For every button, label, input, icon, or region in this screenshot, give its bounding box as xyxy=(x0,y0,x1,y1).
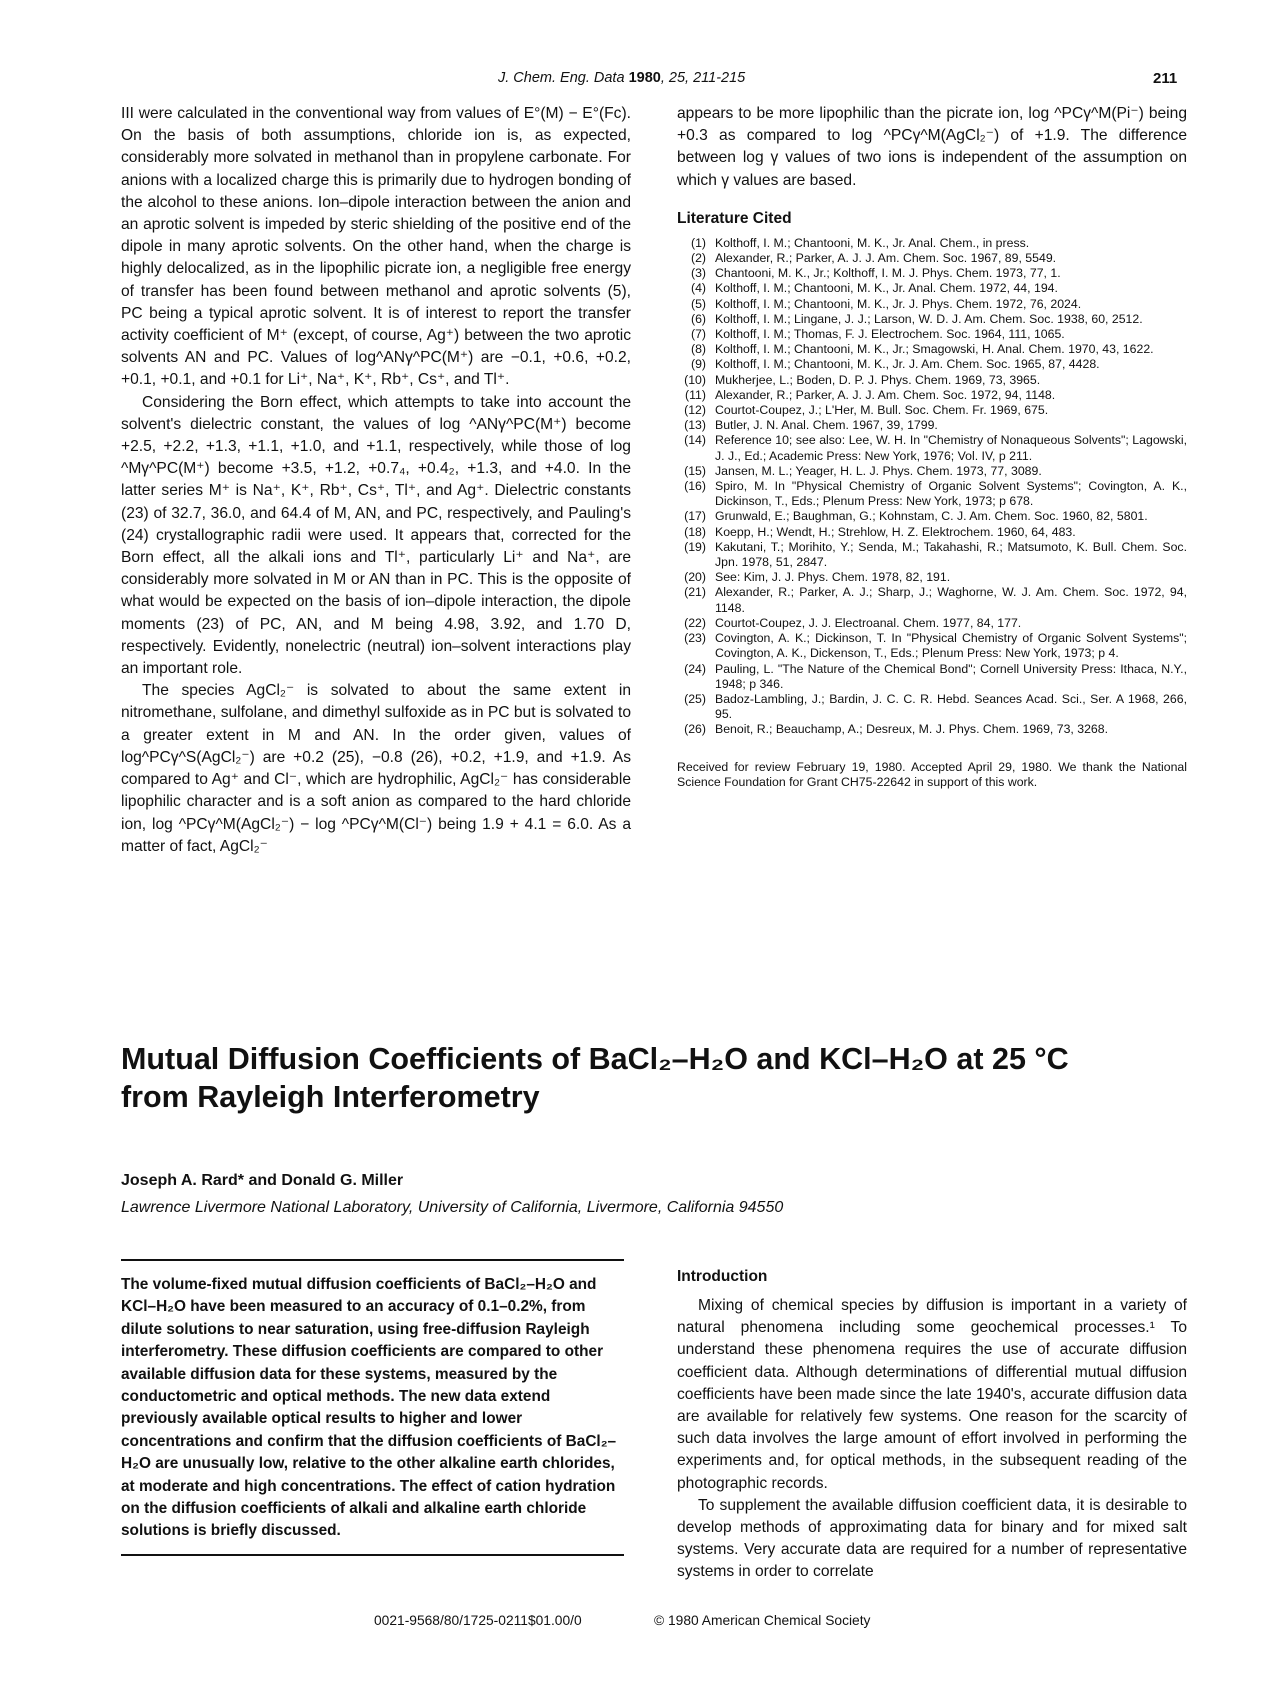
reference-item xyxy=(677,662,1187,692)
reference-number: (10) xyxy=(684,372,706,387)
reference-text: Kolthoff, I. M.; Chantooni, M. K., Jr. J. Phys. Chem. 1972, 76, 2024. xyxy=(715,296,1082,311)
journal-reference: J. Chem. Eng. Data 1980, 25, 211-215 xyxy=(498,70,746,86)
reference-item xyxy=(677,433,1187,463)
reference-item xyxy=(677,540,1187,570)
left-paragraph-2: Considering the Born effect, which attempts to take into account the solvent's dielectric constant, the values of log ^ANγ^PC(M⁺) become +2.5, +2.2, +1.3, +1.1, +1.0, and +1.1, respectively, while those of log ^Mγ^PC(M⁺) become +3.5, +1.2, +0.7₄, +0.4₂, +1.3, and +4.0. In the latter series M⁺ is Na⁺, K⁺, Rb⁺, Cs⁺, Tl⁺, and Ag⁺. Dielectric constants (23) of 32.7, 36.0, and 64.4 of M, AN, and PC, respectively, and Pauling's (24) crystallographic radii were used. It appears that, corrected for the Born effect, all the alkali ions and Tl⁺, particularly Li⁺ and Na⁺, are considerably more solvated in M or AN than in PC. This is the opposite of what would be expected on the basis of ion–dipole interaction, the dipole moments (23) of PC, AN, and M being 4.98, 3.92, and 1.70 D, respectively. Evidently, nonelectric (neutral) ion–solvent interactions play an important role. xyxy=(121,393,631,678)
journal-pages: 211-215 xyxy=(693,70,746,86)
page-number: 211 xyxy=(1153,70,1178,87)
copyright-notice: © 1980 American Chemical Society xyxy=(654,1613,871,1628)
reference-text: Kolthoff, I. M.; Thomas, F. J. Electrochem. Soc. 1964, 111, 1065. xyxy=(715,327,1065,342)
reference-text: Kolthoff, I. M.; Chantooni, M. K., Jr.; Smagowski, H. Anal. Chem. 1970, 43, 1622. xyxy=(715,342,1154,357)
reference-number: (9) xyxy=(690,357,706,372)
reference-item xyxy=(677,251,1187,266)
reference-text: Courtot-Coupez, J. J. Electroanal. Chem. 1977, 84, 177. xyxy=(715,615,1022,630)
reference-item xyxy=(677,570,1187,585)
reference-number: (6) xyxy=(690,311,706,326)
reference-item xyxy=(677,585,1187,615)
abstract-box xyxy=(121,1259,624,1556)
reference-number: (22) xyxy=(684,615,706,630)
reference-number: (1) xyxy=(690,235,706,250)
journal-volume: 25 xyxy=(668,70,686,86)
reference-number: (2) xyxy=(690,251,706,266)
reference-item xyxy=(677,236,1187,251)
reference-number: (7) xyxy=(690,327,706,342)
journal-year: 1980 xyxy=(628,70,661,86)
reference-item xyxy=(677,722,1187,737)
journal-name: J. Chem. Eng. Data xyxy=(498,70,625,86)
right-paragraph-1: appears to be more lipophilic than the picrate ion, log ^PCγ^M(Pi⁻) being +0.3 as compared to log ^PCγ^M(AgCl₂⁻) of +1.9. The difference between log γ values of two ions is independent of the assumption on which γ values are based. xyxy=(677,105,1187,189)
reference-number: (4) xyxy=(690,281,706,296)
reference-text: Reference 10; see also: Lee, W. H. In "Chemistry of Nonaqueous Solvents"; Lagowski, J. J., Ed.; Academic Press: New York, 1976; Vol. IV, p 211. xyxy=(715,433,1187,463)
reference-number: (14) xyxy=(684,433,706,448)
reference-number: (24) xyxy=(684,661,706,676)
reference-text: Kolthoff, I. M.; Chantooni, M. K., Jr. Anal. Chem., in press. xyxy=(715,235,1030,250)
reference-text: Courtot-Coupez, J.; L'Her, M. Bull. Soc. Chem. Fr. 1969, 675. xyxy=(715,403,1049,418)
reference-item xyxy=(677,312,1187,327)
right-column-top xyxy=(677,103,1187,790)
reference-number: (25) xyxy=(684,691,706,706)
abstract-text: The volume-fixed mutual diffusion coefficients of BaCl₂–H₂O and KCl–H₂O have been measured to an accuracy of 0.1–0.2%, from dilute solutions to near saturation, using free-diffusion Rayleigh interferometry. These diffusion coefficients are compared to other available diffusion data for these systems, measured by the conductometric and optical methods. The new data extend previously available optical results to higher and lower concentrations and confirm that the diffusion coefficients of BaCl₂–H₂O are unusually low, relative to the other alkaline earth chlorides, at moderate and high concentrations. The effect of cation hydration on the diffusion coefficients of alkali and alkaline earth chloride solutions is briefly discussed. xyxy=(121,1276,617,1540)
reference-text: Grunwald, E.; Baughman, G.; Kohnstam, C. J. Am. Chem. Soc. 1960, 82, 5801. xyxy=(715,509,1148,524)
left-paragraph-1: III were calculated in the conventional way from values of E°(M) − E°(Fc). On the basis of both assumptions, chloride ion is, as expected, considerably more solvated in methanol than in propylene carbonate. For anions with a localized charge this is primarily due to hydrogen bonding of the alcohol to these anions. Ion–dipole interaction between the anion and an aprotic solvent is impeded by steric shielding of the positive end of the dipole in many aprotic solvents. On the other hand, when the charge is highly delocalized, as in the lipophilic picrate ion, a negligible free energy of transfer has been found between methanol and aprotic solvents (5), PC being a typical aprotic solvent. It is of interest to report the transfer activity coefficient of M⁺ (except, of course, Ag⁺) between the two aprotic solvents AN and PC. Values of log^ANγ^PC(M⁺) are −0.1, +0.6, +0.2, +0.1, +0.1, and +0.1 for Li⁺, Na⁺, K⁺, Rb⁺, Cs⁺, and Tl⁺. xyxy=(121,105,631,389)
reference-item xyxy=(677,631,1187,661)
reference-text: Kakutani, T.; Morihito, Y.; Senda, M.; Takahashi, R.; Matsumoto, K. Bull. Chem. Soc. Jpn. 1978, 51, 2847. xyxy=(715,539,1187,570)
reference-text: Alexander, R.; Parker, A. J.; Sharp, J.; Waghorne, W. J. Am. Chem. Soc. 1972, 94, 1148. xyxy=(715,585,1187,615)
reference-number: (19) xyxy=(684,539,706,554)
literature-cited-heading: Literature Cited xyxy=(677,209,792,227)
reference-text: Badoz-Lambling, J.; Bardin, J. C. C. R. Hebd. Seances Acad. Sci., Ser. A 1968, 266, 95. xyxy=(715,691,1187,722)
reference-text: Kolthoff, I. M.; Chantooni, M. K., Jr. Anal. Chem. 1972, 44, 194. xyxy=(715,281,1058,296)
reference-text: Koepp, H.; Wendt, H.; Strehlow, H. Z. Elektrochem. 1960, 64, 483. xyxy=(715,524,1076,539)
reference-item xyxy=(677,418,1187,433)
intro-paragraph-1: Mixing of chemical species by diffusion is important in a variety of natural phenomena including some geochemical processes.¹ To understand these phenomena requires the use of accurate diffusion coefficient data. Although determinations of differential mutual diffusion coefficients have been made since the late 1940's, accurate diffusion data are available for relatively few systems. One reason for the scarcity of such data involves the large amount of effort involved in performing the experiments and, for optical methods, in the subsequent reading of the photographic records. xyxy=(677,1297,1187,1492)
reference-item xyxy=(677,464,1187,479)
reference-item xyxy=(677,266,1187,281)
reference-number: (23) xyxy=(684,631,706,646)
reference-text: Spiro, M. In "Physical Chemistry of Organic Solvent Systems"; Covington, A. K., Dickinson, T., Eds.; Plenum Press: New York, 1973; p 678. xyxy=(715,479,1187,509)
reference-text: Benoit, R.; Beauchamp, A.; Desreux, M. J. Phys. Chem. 1969, 73, 3268. xyxy=(715,722,1109,737)
reference-list xyxy=(677,236,1187,738)
reference-number: (13) xyxy=(684,418,706,433)
reference-number: (16) xyxy=(684,479,706,494)
reference-text: Alexander, R.; Parker, A. J. J. Am. Chem. Soc. 1972, 94, 1148. xyxy=(715,387,1056,402)
reference-text: See: Kim, J. J. Phys. Chem. 1978, 82, 191. xyxy=(715,570,951,585)
reference-item xyxy=(677,616,1187,631)
reference-text: Jansen, M. L.; Yeager, H. L. J. Phys. Chem. 1973, 77, 3089. xyxy=(715,463,1042,478)
reference-text: Pauling, L. "The Nature of the Chemical Bond"; Cornell University Press: Ithaca, N.Y., 1948; p 346. xyxy=(715,661,1187,691)
affiliation: Lawrence Livermore National Laboratory, University of California, Livermore, California 94550 xyxy=(121,1199,784,1216)
reference-item xyxy=(677,281,1187,296)
reference-item xyxy=(677,479,1187,509)
reference-item xyxy=(677,342,1187,357)
authors: Joseph A. Rard* and Donald G. Miller xyxy=(121,1172,404,1189)
article-code: 0021-9568/80/1725-0211$01.00/0 xyxy=(374,1613,582,1628)
reference-number: (11) xyxy=(685,387,706,402)
reference-item xyxy=(677,509,1187,524)
reference-text: Kolthoff, I. M.; Lingane, J. J.; Larson, W. D. J. Am. Chem. Soc. 1938, 60, 2512. xyxy=(715,311,1143,326)
title-line-2: from Rayleigh Interferometry xyxy=(121,1080,540,1114)
reference-text: Butler, J. N. Anal. Chem. 1967, 39, 1799. xyxy=(715,418,938,433)
reference-number: (15) xyxy=(684,463,706,478)
reference-number: (8) xyxy=(690,342,706,357)
running-head xyxy=(0,70,1275,92)
reference-item xyxy=(677,373,1187,388)
reference-number: (17) xyxy=(684,509,706,524)
reference-number: (21) xyxy=(684,585,706,600)
intro-paragraph-2: To supplement the available diffusion coefficient data, it is desirable to develop methods of approximating data for binary and for mixed salt systems. Very accurate data are required for a number of representative systems in order to correlate xyxy=(677,1496,1187,1581)
reference-text: Chantooni, M. K., Jr.; Kolthoff, I. M. J. Phys. Chem. 1973, 77, 1. xyxy=(715,266,1061,281)
reference-item xyxy=(677,525,1187,540)
article-title xyxy=(121,1040,1161,1116)
reference-item xyxy=(677,692,1187,722)
introduction-section xyxy=(677,1268,1187,1584)
reference-item xyxy=(677,297,1187,312)
received-note: Received for review February 19, 1980. Accepted April 29, 1980. We thank the National Science Foundation for Grant CH75-22642 in support of this work. xyxy=(677,759,1187,789)
reference-number: (18) xyxy=(684,524,706,539)
reference-number: (3) xyxy=(690,266,706,281)
reference-item xyxy=(677,388,1187,403)
reference-number: (20) xyxy=(684,570,706,585)
reference-number: (12) xyxy=(684,403,706,418)
introduction-heading: Introduction xyxy=(677,1268,768,1285)
reference-number: (26) xyxy=(684,722,706,737)
title-line-1: Mutual Diffusion Coefficients of BaCl₂–H₂O and KCl–H₂O at 25 °C xyxy=(121,1042,1069,1076)
reference-text: Alexander, R.; Parker, A. J. J. Am. Chem. Soc. 1967, 89, 5549. xyxy=(715,251,1057,266)
reference-text: Covington, A. K.; Dickinson, T. In "Physical Chemistry of Organic Solvent Systems"; Covington, A. K., Dickenson, T., Eds.; Plenum Press: New York, 1973; p 4. xyxy=(715,631,1187,661)
reference-item xyxy=(677,327,1187,342)
reference-item xyxy=(677,403,1187,418)
reference-item xyxy=(677,357,1187,372)
reference-text: Mukherjee, L.; Boden, D. P. J. Phys. Chem. 1969, 73, 3965. xyxy=(715,372,1041,387)
left-paragraph-3: The species AgCl₂⁻ is solvated to about the same extent in nitromethane, sulfolane, and dimethyl sulfoxide as in PC but is solvated to a greater extent in M and AN. In the order given, values of log^PCγ^S(AgCl₂⁻) are +0.2 (25), −0.8 (26), +0.2, +1.9, and +1.9. As compared to Ag⁺ and Cl⁻, which are hydrophilic, AgCl₂⁻ has considerable lipophilic character and is a soft anion as compared to the hard chloride ion, log ^PCγ^M(AgCl₂⁻) − log ^PCγ^M(Cl⁻) being 1.9 + 4.1 = 6.0. As a matter of fact, AgCl₂⁻ xyxy=(121,682,631,855)
reference-number: (5) xyxy=(690,296,706,311)
left-column-top xyxy=(121,103,631,858)
reference-text: Kolthoff, I. M.; Chantooni, M. K., Jr. J. Am. Chem. Soc. 1965, 87, 4428. xyxy=(715,357,1100,372)
